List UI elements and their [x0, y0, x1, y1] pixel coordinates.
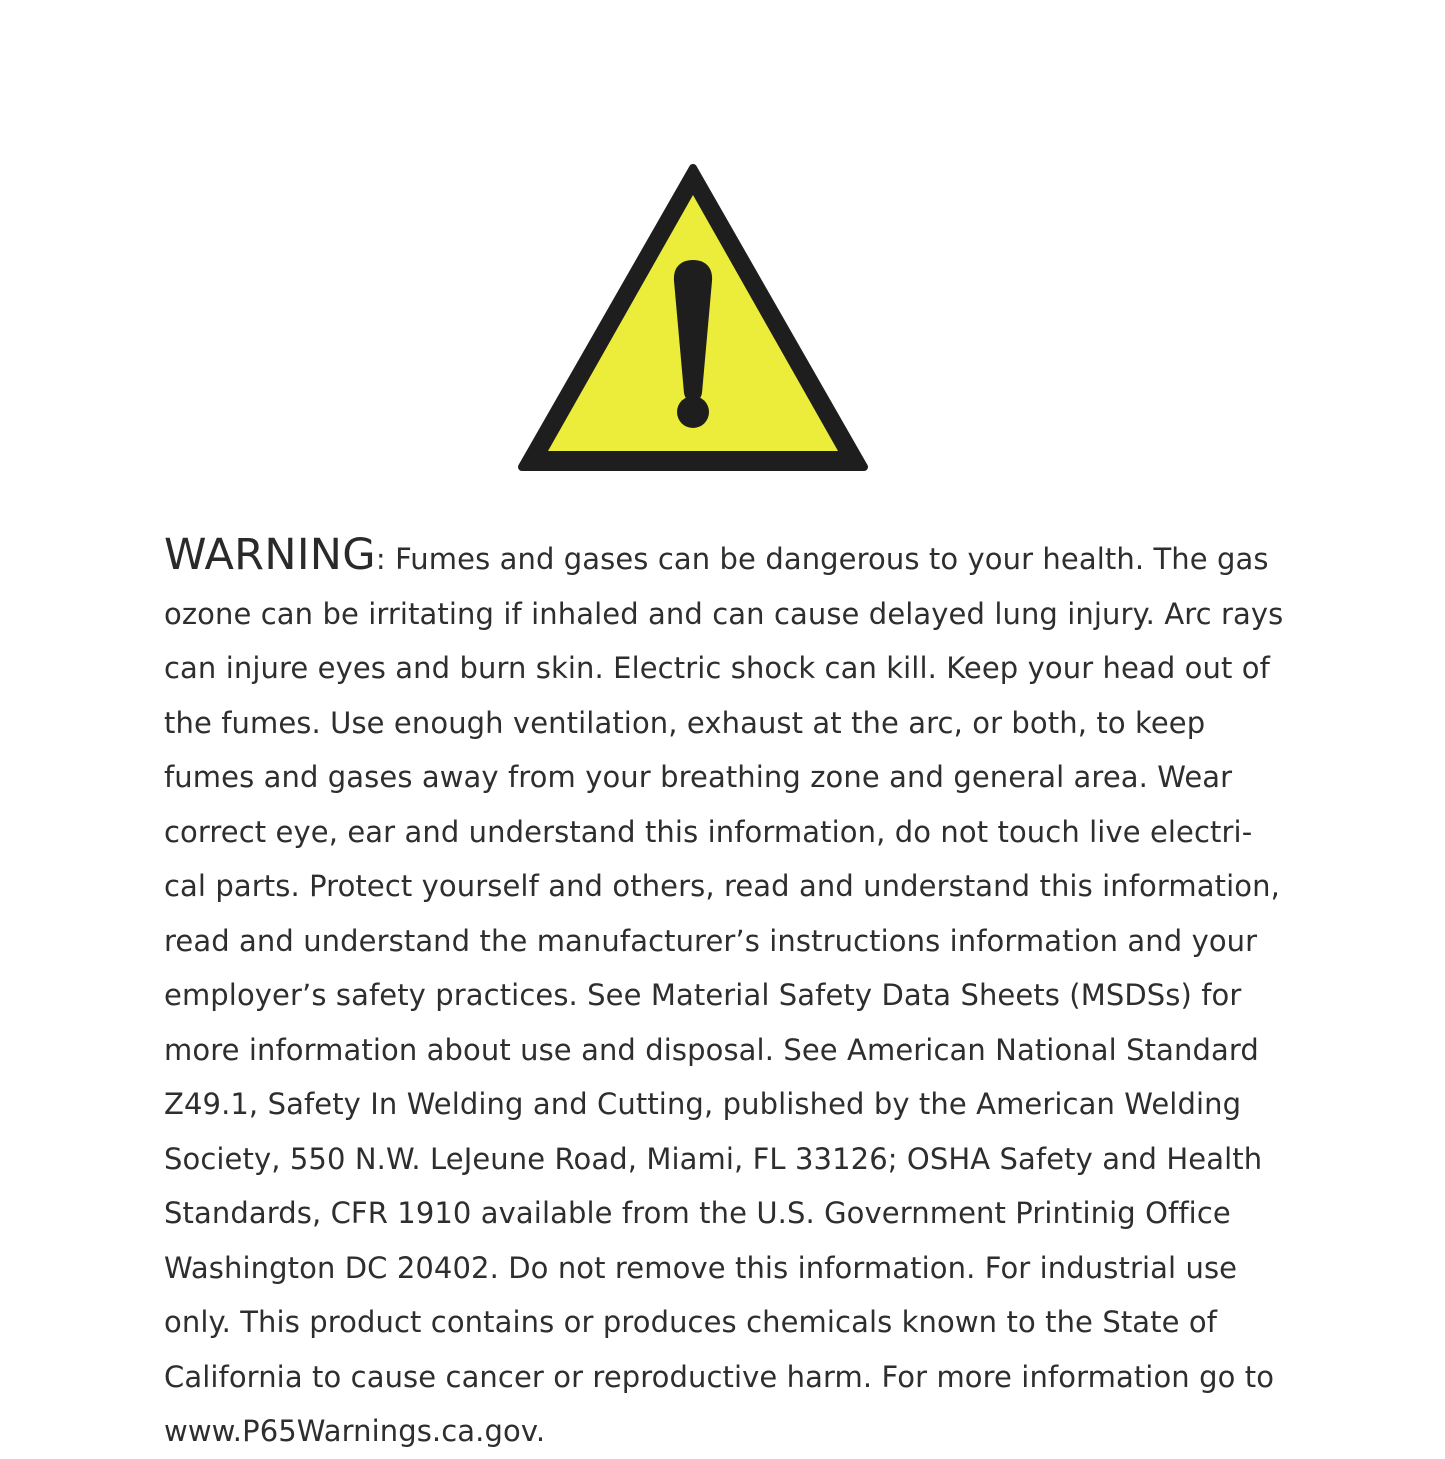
- heading-separator: :: [375, 542, 396, 576]
- warning-line-4: the fumes. Use enough ventilation, exhaust at the arc, or both, to keep: [164, 705, 1206, 740]
- warning-line-15: only. This product contains or produces chemicals known to the State of: [164, 1305, 1218, 1339]
- warning-line-5: fumes and gases away from your breathing zone and general area. Wear: [164, 760, 1233, 794]
- warning-line-9: employer’s safety practices. See Material Safety Data Sheets (MSDSs) for: [164, 978, 1242, 1012]
- exclamation-dot: [677, 396, 709, 428]
- warning-line-13: Standards, CFR 1910 available from the U.S. Government Printinig Office: [164, 1196, 1231, 1230]
- warning-line-12: Society, 550 N.W. LeJeune Road, Miami, FL 33126; OSHA Safety and Health: [164, 1141, 1263, 1176]
- warning-heading: WARNING: [164, 530, 376, 580]
- warning-line-16: California to cause cancer or reproductive harm. For more information go to: [164, 1359, 1275, 1394]
- warning-line-8: read and understand the manufacturer’s instructions information and your: [164, 923, 1258, 958]
- warning-line-7: cal parts. Protect yourself and others, read and understand this information,: [164, 869, 1280, 903]
- warning-notice: [164, 528, 1364, 1459]
- warning-line-17[interactable]: www.P65Warnings.ca.gov.: [164, 1414, 546, 1448]
- warning-line-1: [164, 528, 1364, 587]
- warning-line-6: correct eye, ear and understand this information, do not touch live electri-: [164, 814, 1253, 849]
- warning-line-2: ozone can be irritating if inhaled and can cause delayed lung injury. Arc rays: [164, 596, 1284, 631]
- warning-line-text: Fumes and gases can be dangerous to your health. The gas: [395, 542, 1269, 576]
- warning-line-11: Z49.1, Safety In Welding and Cutting, published by the American Welding: [164, 1087, 1242, 1121]
- warning-triangle-icon: [517, 164, 869, 474]
- warning-line-14: Washington DC 20402. Do not remove this information. For industrial use: [164, 1250, 1238, 1285]
- warning-line-10: more information about use and disposal. See American National Standard: [164, 1032, 1259, 1067]
- warning-line-3: can injure eyes and burn skin. Electric shock can kill. Keep your head out of: [164, 651, 1270, 685]
